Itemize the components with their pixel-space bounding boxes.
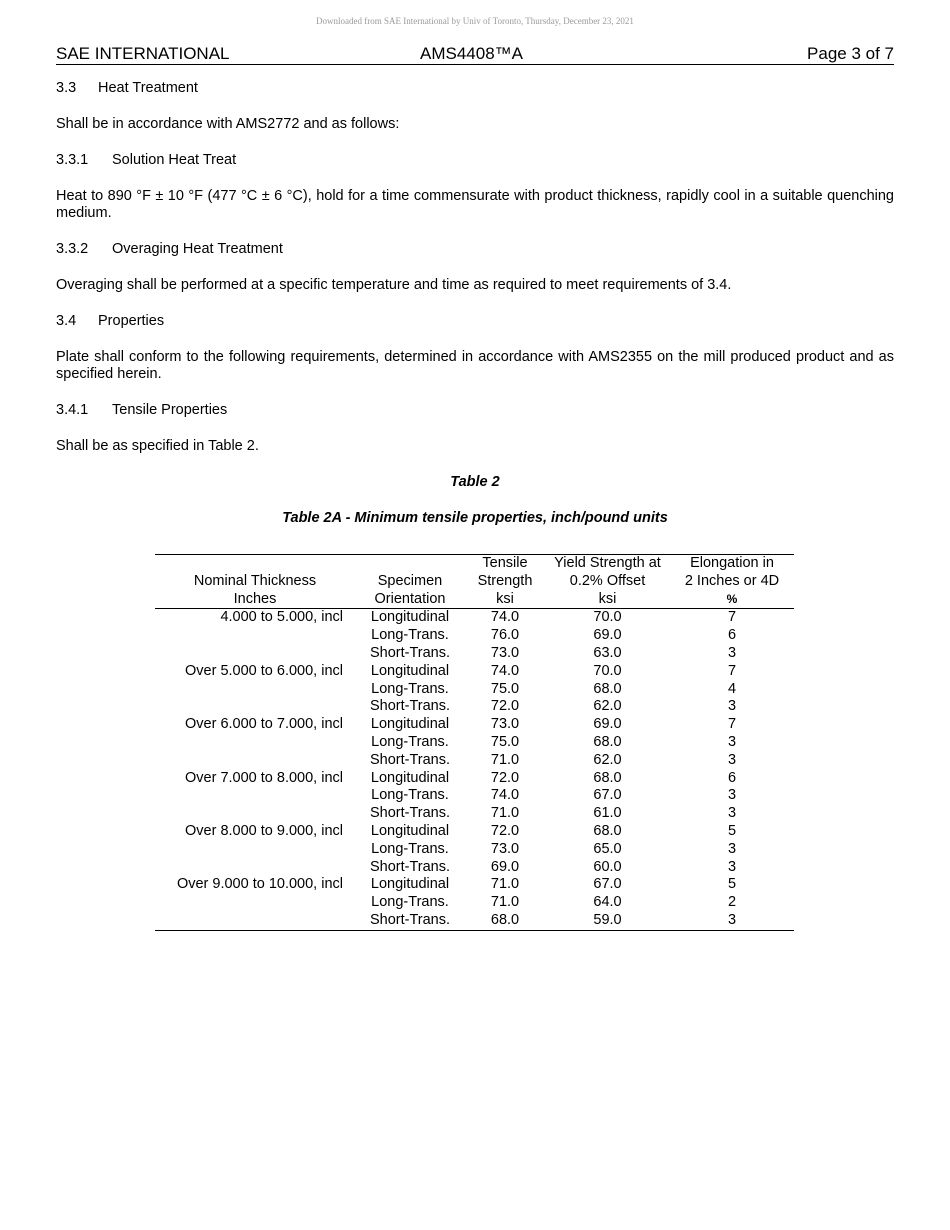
section-heading [56,80,894,97]
section-title: Solution Heat Treat [112,152,237,168]
cell-thickness [155,627,355,645]
cell-yield: 65.0 [593,840,622,857]
cell-tensile: 76.0 [490,627,520,644]
cell-thickness: Over 5.000 to 6.000, incl [185,662,343,679]
table-title: Table 2 [450,474,500,490]
cell-tensile: 73.0 [490,716,520,733]
cell-orientation: Long-Trans. [371,733,449,750]
header-tensile-strength: Tensile Strength ksi [465,555,545,609]
table-row [155,609,794,627]
cell-elongation: 3 [727,858,737,875]
header-specimen-orientation: Specimen Orientation [355,555,465,609]
cell-orientation: Longitudinal [370,876,450,893]
cell-orientation: Long-Trans. [371,627,449,644]
cell-tensile: 74.0 [490,609,520,626]
cell-elongation: 2 [727,894,737,911]
cell-thickness [155,859,355,877]
cell-yield: 70.0 [593,662,622,679]
paragraph: Heat to 890 °F ± 10 °F (477 °C ± 6 °C), hold for a time commensurate with product thickness, rapidly cool in a suitable quenching medium. [56,188,894,221]
cell-yield: 68.0 [593,733,622,750]
cell-tensile: 72.0 [490,698,520,715]
cell-tensile: 74.0 [490,662,520,679]
cell-elongation: 3 [727,698,737,715]
header-doc-id: AMS4408™A [420,44,523,63]
cell-yield: 60.0 [593,858,622,875]
section-title: Tensile Properties [112,402,228,418]
cell-tensile: 75.0 [490,733,520,750]
section-title: Properties [98,313,165,329]
cell-thickness [155,698,355,716]
cell-orientation: Short-Trans. [369,858,451,875]
cell-elongation: 6 [727,769,737,786]
cell-thickness [155,681,355,699]
table-row [155,859,794,877]
cell-orientation: Long-Trans. [371,894,449,911]
header-page-number: Page 3 of 7 [807,44,894,63]
cell-tensile: 71.0 [490,894,520,911]
table-row [155,716,794,734]
table-body [155,609,794,930]
cell-orientation: Longitudinal [370,716,450,733]
cell-thickness [155,805,355,823]
cell-thickness [155,894,355,912]
table-row [155,752,794,770]
cell-thickness: 4.000 to 5.000, incl [220,609,343,626]
cell-orientation: Short-Trans. [369,644,451,661]
table-row [155,734,794,752]
table-row [155,912,794,930]
cell-yield: 61.0 [593,805,622,822]
table-row [155,663,794,681]
cell-thickness: Over 8.000 to 9.000, incl [185,822,343,839]
cell-tensile: 73.0 [490,840,520,857]
cell-elongation: 5 [727,822,737,839]
cell-elongation: 7 [727,662,737,679]
table-subtitle: Table 2A - Minimum tensile properties, inch/pound units [282,510,668,526]
cell-tensile: 68.0 [465,912,545,930]
cell-orientation: Short-Trans. [369,805,451,822]
cell-yield: 69.0 [593,627,622,644]
cell-orientation: Long-Trans. [371,840,449,857]
cell-yield: 70.0 [593,609,622,626]
page-header [56,44,894,65]
section-number: 3.3.1 [56,152,89,168]
cell-elongation: 3 [727,805,737,822]
cell-elongation: 7 [727,716,737,733]
paragraph: Plate shall conform to the following requirements, determined in accordance with AMS2355 on the mill produced product and as specified herein. [56,349,894,382]
paragraph: Overaging shall be performed at a specific temperature and time as required to meet requirements of 3.4. [56,277,732,293]
cell-tensile: 69.0 [490,858,520,875]
cell-orientation: Longitudinal [370,662,450,679]
tensile-properties-table [155,554,794,931]
cell-thickness [155,841,355,859]
cell-elongation: 7 [727,609,737,626]
table-row [155,681,794,699]
table-row [155,841,794,859]
table-header-row [155,555,794,609]
cell-yield: 68.0 [593,822,622,839]
cell-tensile: 74.0 [490,787,520,804]
cell-yield: 67.0 [593,876,622,893]
table-row [155,876,794,894]
header-elongation: Elongation in 2 Inches or 4D % [670,555,794,609]
section-number: 3.4 [56,313,77,329]
header-yield-strength: Yield Strength at 0.2% Offset ksi [545,555,670,609]
cell-tensile: 71.0 [490,876,520,893]
cell-tensile: 72.0 [490,769,520,786]
table-row [155,805,794,823]
cell-tensile: 75.0 [490,680,520,697]
section-heading [56,313,894,330]
section-heading [56,241,894,258]
cell-thickness: Over 9.000 to 10.000, incl [176,876,343,893]
cell-orientation: Long-Trans. [371,680,449,697]
header-nominal-thickness: Nominal Thickness Inches [155,555,355,609]
table-row [155,698,794,716]
header-org: SAE INTERNATIONAL [56,44,230,63]
cell-orientation: Longitudinal [370,822,450,839]
cell-orientation: Short-Trans. [355,912,465,930]
cell-tensile: 71.0 [490,805,520,822]
cell-elongation: 3 [727,840,737,857]
cell-yield: 64.0 [593,894,622,911]
table-row [155,770,794,788]
cell-yield: 68.0 [593,769,622,786]
section-number: 3.4.1 [56,402,89,418]
section-title: Heat Treatment [98,80,198,96]
cell-orientation: Longitudinal [370,769,450,786]
paragraph: Shall be as specified in Table 2. [56,438,259,454]
cell-thickness [155,752,355,770]
cell-elongation: 3 [727,787,737,804]
cell-thickness [155,912,355,930]
cell-yield: 62.0 [593,751,622,768]
cell-elongation: 3 [727,751,737,768]
cell-tensile: 72.0 [490,822,520,839]
cell-yield: 63.0 [593,644,622,661]
section-number: 3.3 [56,80,77,96]
paragraph: Shall be in accordance with AMS2772 and as follows: [56,116,400,132]
table-row [155,894,794,912]
cell-yield: 62.0 [593,698,622,715]
cell-orientation: Long-Trans. [371,787,449,804]
cell-elongation: 5 [727,876,737,893]
cell-orientation: Short-Trans. [369,751,451,768]
cell-yield: 67.0 [593,787,622,804]
table-row [155,627,794,645]
table-row [155,823,794,841]
cell-orientation: Longitudinal [370,609,450,626]
cell-yield: 69.0 [593,716,622,733]
cell-thickness [155,787,355,805]
section-number: 3.3.2 [56,241,89,257]
cell-tensile: 71.0 [490,751,520,768]
section-title: Overaging Heat Treatment [112,241,283,257]
cell-thickness: Over 7.000 to 8.000, incl [185,769,343,786]
cell-elongation: 3 [727,644,737,661]
cell-orientation: Short-Trans. [369,698,451,715]
cell-thickness: Over 6.000 to 7.000, incl [185,716,343,733]
download-watermark: Downloaded from SAE International by Univ of Toronto, Thursday, December 23, 2021 [316,16,634,26]
cell-yield: 59.0 [545,912,670,930]
table-row [155,645,794,663]
cell-elongation: 4 [727,680,737,697]
cell-yield: 68.0 [593,680,622,697]
table-row [155,787,794,805]
cell-elongation: 3 [670,912,794,930]
section-heading [56,402,894,419]
document-body [56,80,894,546]
cell-tensile: 73.0 [490,644,520,661]
cell-elongation: 3 [727,733,737,750]
cell-thickness [155,645,355,663]
cell-thickness [155,734,355,752]
section-heading [56,152,894,169]
cell-elongation: 6 [727,627,737,644]
